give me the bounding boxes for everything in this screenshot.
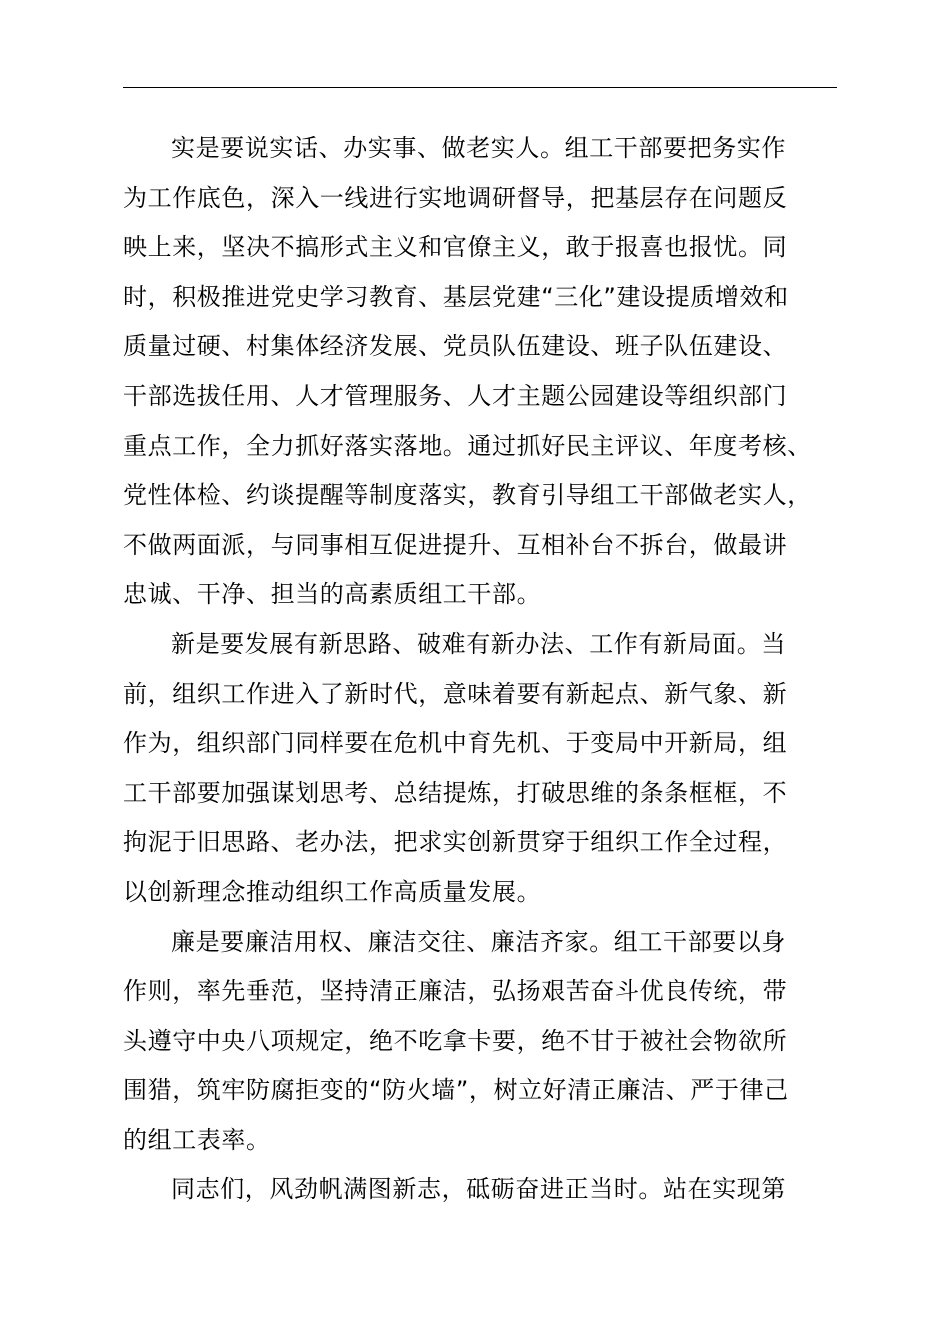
- text-line: 工干部要加强谋划思考、总结提炼，打破思维的条条框框，不: [123, 778, 788, 807]
- text-line: 党性体检、约谈提醒等制度落实，教育引导组工干部做老实人，: [123, 481, 812, 510]
- text-line: 新是要发展有新思路、破难有新办法、工作有新局面。当: [171, 629, 786, 658]
- text-line: 为工作底色，深入一线进行实地调研督导，把基层存在问题反: [123, 183, 788, 212]
- text-line: 作为，组织部门同样要在危机中育先机、于变局中开新局，组: [123, 729, 788, 758]
- text-line: 头遵守中央八项规定，绝不吃拿卡要，绝不甘于被社会物欲所: [123, 1026, 788, 1055]
- text-line: 重点工作，全力抓好落实落地。通过抓好民主评议、年度考核、: [123, 431, 812, 460]
- text-line: 映上来，坚决不搞形式主义和官僚主义，敢于报喜也报忧。同: [123, 233, 788, 262]
- paragraph-innovation: [123, 620, 863, 918]
- header-rule: [123, 87, 837, 88]
- text-line: 作则，率先垂范，坚持清正廉洁，弘扬艰苦奋斗优良传统，带: [123, 977, 788, 1006]
- text-line: 的组工表率。: [123, 1125, 271, 1154]
- text-line: 质量过硬、村集体经济发展、党员队伍建设、班子队伍建设、: [123, 332, 788, 361]
- text-line: 干部选拔任用、人才管理服务、人才主题公园建设等组织部门: [123, 381, 788, 410]
- text-line: 不做两面派，与同事相互促进提升、互相补台不拆台，做最讲: [123, 530, 788, 559]
- text-line: 廉是要廉洁用权、廉洁交往、廉洁齐家。组工干部要以身: [171, 927, 786, 956]
- text-line: 前，组织工作进入了新时代，意味着要有新起点、新气象、新: [123, 679, 788, 708]
- text-line: 拘泥于旧思路、老办法，把求实创新贯穿于组织工作全过程，: [123, 828, 788, 857]
- text-line: 以创新理念推动组织工作高质量发展。: [123, 877, 542, 906]
- text-line: 同志们，风劲帆满图新志，砥砺奋进正当时。站在实现第: [171, 1175, 786, 1204]
- text-line: 实是要说实话、办实事、做老实人。组工干部要把务实作: [171, 134, 786, 162]
- document-body: [123, 124, 863, 1215]
- paragraph-closing: [123, 1165, 863, 1215]
- paragraph-integrity: [123, 918, 863, 1166]
- text-line: 时，积极推进党史学习教育、基层党建“三化”建设提质增效和: [123, 282, 789, 311]
- paragraph-honesty: [123, 124, 863, 620]
- text-line: 忠诚、干净、担当的高素质组工干部。: [123, 580, 542, 609]
- text-line: 围猎，筑牢防腐拒变的“防火墙”，树立好清正廉洁、严于律己: [123, 1076, 789, 1105]
